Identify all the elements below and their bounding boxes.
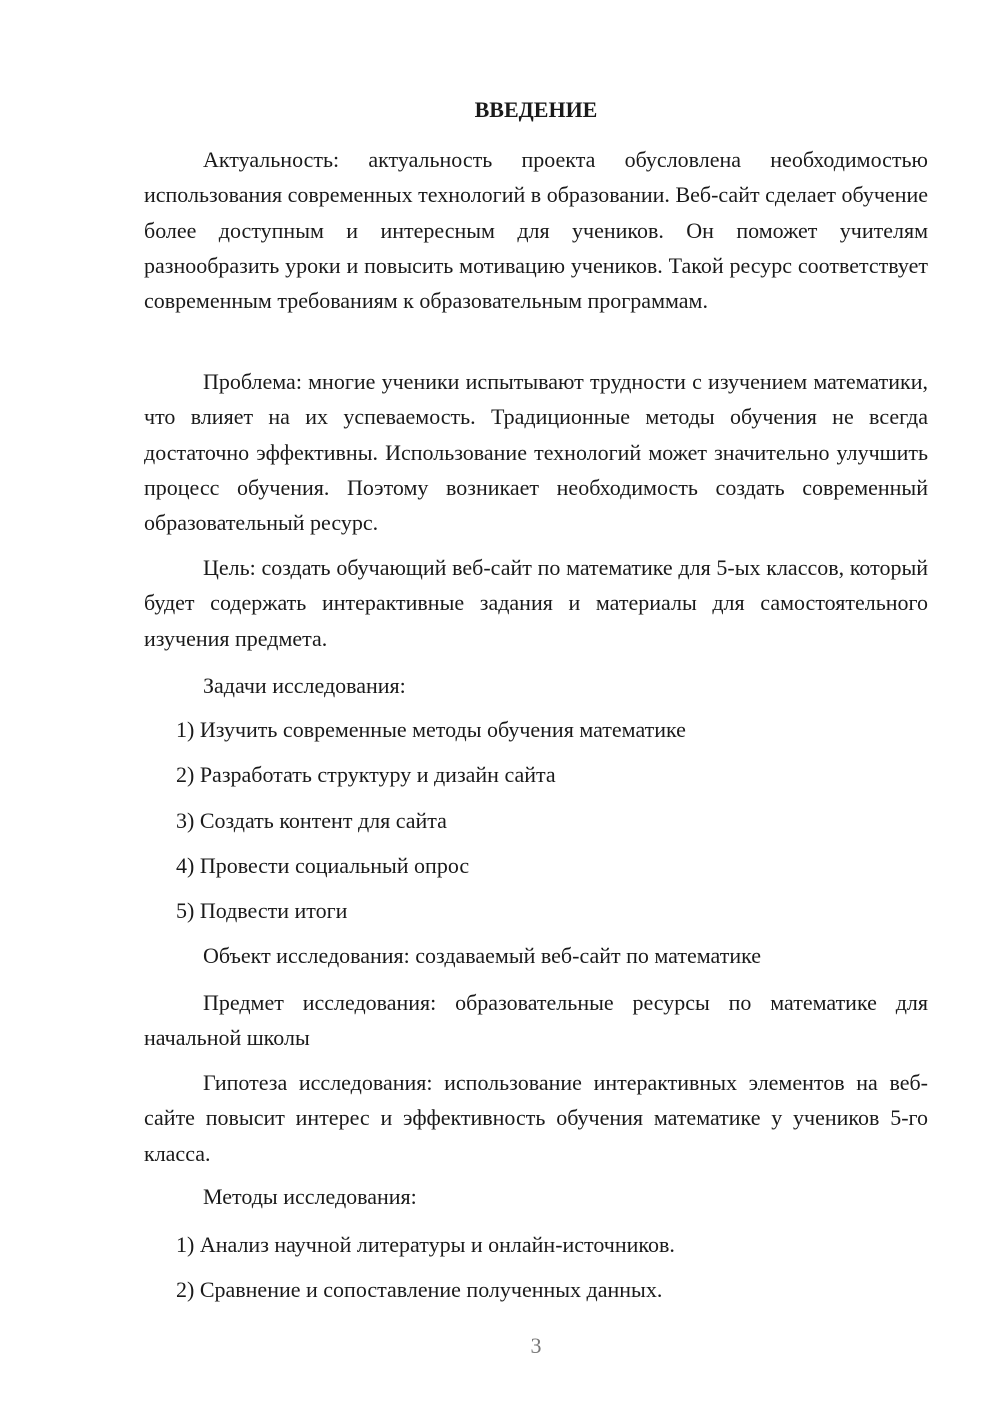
hypothesis-paragraph: Гипотеза исследования: использование интерактивных элементов на веб-сайте повысит интерес и эффективность обучения математике у учеников 5-го класса. — [144, 1070, 928, 1166]
task-item-1: 1) Изучить современные методы обучения математике — [176, 717, 686, 742]
task-item-4: 4) Провести социальный опрос — [176, 853, 470, 878]
task-item-2: 2) Разработать структуру и дизайн сайта — [176, 762, 556, 787]
goal-paragraph: Цель: создать обучающий веб-сайт по математике для 5-ых классов, который будет содержать интерактивные задания и материалы для самостоятельного изучения предмета. — [144, 555, 928, 651]
tasks-heading: Задачи исследования: — [203, 673, 406, 698]
relevance-paragraph: Актуальность: актуальность проекта обусловлена необходимостью использования современных технологий в образовании. Веб-сайт сделает обучение более доступным и интересным для учеников. Он поможет учителям разнообразить уроки и повысить мотивацию учеников. Такой ресурс соответствует современным требованиям к образовательным программам. — [144, 147, 928, 314]
method-item-2: 2) Сравнение и сопоставление полученных данных. — [176, 1277, 663, 1302]
method-item-1: 1) Анализ научной литературы и онлайн-источников. — [176, 1232, 675, 1257]
section-heading: ВВЕДЕНИЕ — [474, 97, 598, 122]
task-item-3: 3) Создать контент для сайта — [176, 808, 447, 833]
task-item-5: 5) Подвести итоги — [176, 898, 348, 923]
subject-paragraph: Предмет исследования: образовательные ресурсы по математике для начальной школы — [144, 990, 928, 1051]
page-number: 3 — [530, 1333, 542, 1358]
methods-heading: Методы исследования: — [203, 1184, 417, 1209]
object-paragraph: Объект исследования: создаваемый веб-сайт по математике — [203, 943, 762, 968]
problem-paragraph: Проблема: многие ученики испытывают трудности с изучением математики, что влияет на их успеваемость. Традиционные методы обучения не всегда достаточно эффективны. Использование технологий может значительно улучшить процесс обучения. Поэтому возникает необходимость создать современный образовательный ресурс. — [144, 369, 928, 536]
